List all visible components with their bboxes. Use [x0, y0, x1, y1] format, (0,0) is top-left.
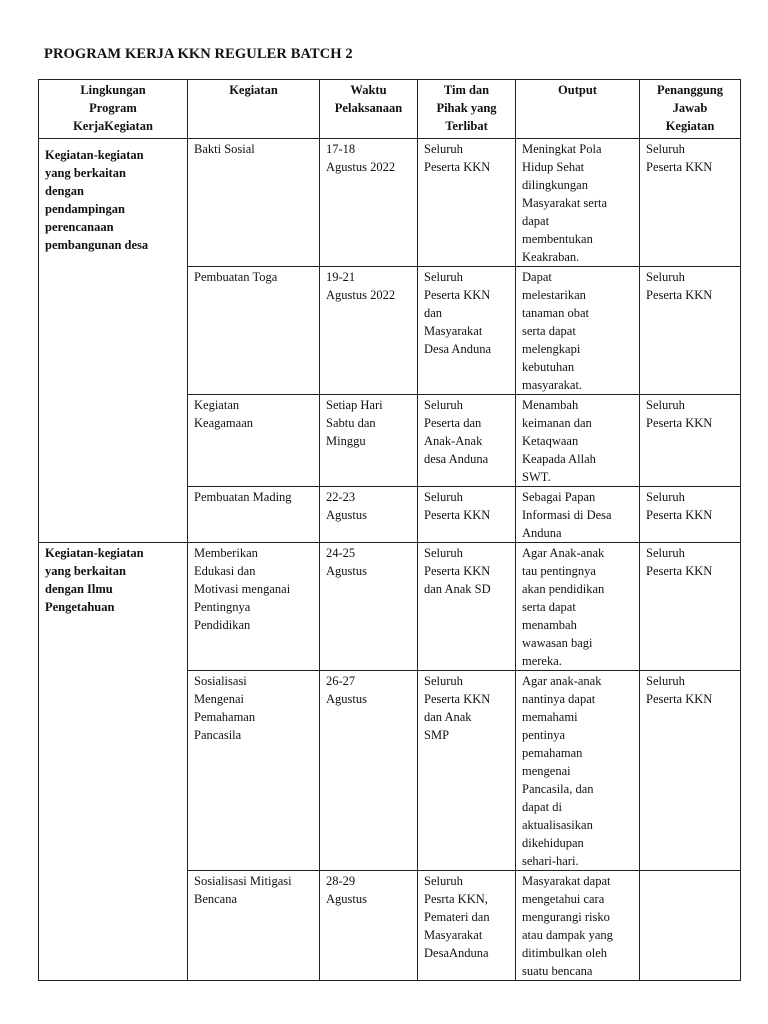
activity-cell: Pembuatan Mading [188, 487, 320, 543]
output-cell: Masyarakat dapat mengetahui cara mengurangi risko atau dampak yang ditimbulkan oleh suatu bencana [516, 871, 640, 981]
responsible-cell: Seluruh Peserta KKN [640, 543, 741, 671]
output-cell: Agar Anak-anak tau pentingnya akan pendidikan serta dapat menambah wawasan bagi mereka. [516, 543, 640, 671]
environment-cell: Kegiatan-kegiatan yang berkaitan dengan Ilmu Pengetahuan [39, 543, 188, 981]
responsible-cell: Seluruh Peserta KKN [640, 139, 741, 267]
output-cell: Dapat melestarikan tanaman obat serta dapat melengkapi kebutuhan masyarakat. [516, 267, 640, 395]
activity-cell: Memberikan Edukasi dan Motivasi menganai Pentingnya Pendidikan [188, 543, 320, 671]
time-cell: 17-18 Agustus 2022 [320, 139, 418, 267]
document-title: PROGRAM KERJA KKN REGULER BATCH 2 [44, 46, 353, 62]
responsible-cell: Seluruh Peserta KKN [640, 395, 741, 487]
responsible-cell: Seluruh Peserta KKN [640, 267, 741, 395]
time-cell: 28-29 Agustus [320, 871, 418, 981]
header-team: Tim dan Pihak yang Terlibat [418, 80, 516, 139]
activity-cell: Pembuatan Toga [188, 267, 320, 395]
table-row [39, 139, 741, 267]
header-activity: Kegiatan [188, 80, 320, 139]
responsible-cell: Seluruh Peserta KKN [640, 487, 741, 543]
output-cell: Agar anak-anak nantinya dapat memahami pentinya pemahaman mengenai Pancasila, dan dapat di aktualisasikan dikehidupan sehari-hari. [516, 671, 640, 871]
time-cell: 19-21 Agustus 2022 [320, 267, 418, 395]
team-cell: Seluruh Peserta KKN dan Anak SMP [418, 671, 516, 871]
table-row [39, 543, 741, 671]
team-cell: Seluruh Peserta dan Anak-Anak desa Anduna [418, 395, 516, 487]
team-cell: Seluruh Peserta KKN [418, 487, 516, 543]
header-environment: Lingkungan Program KerjaKegiatan [39, 80, 188, 139]
time-cell: Setiap Hari Sabtu dan Minggu [320, 395, 418, 487]
output-cell: Meningkat Pola Hidup Sehat dilingkungan Masyarakat serta dapat membentukan Keakraban. [516, 139, 640, 267]
activity-cell: Kegiatan Keagamaan [188, 395, 320, 487]
header-time: Waktu Pelaksanaan [320, 80, 418, 139]
team-cell: Seluruh Peserta KKN dan Masyarakat Desa Anduna [418, 267, 516, 395]
team-cell: Seluruh Pesrta KKN, Pemateri dan Masyarakat DesaAnduna [418, 871, 516, 981]
activity-cell: Sosialisasi Mitigasi Bencana [188, 871, 320, 981]
activity-cell: Sosialisasi Mengenai Pemahaman Pancasila [188, 671, 320, 871]
team-cell: Seluruh Peserta KKN [418, 139, 516, 267]
responsible-cell [640, 871, 741, 981]
header-responsible: Penanggung Jawab Kegiatan [640, 80, 741, 139]
time-cell: 24-25 Agustus [320, 543, 418, 671]
time-cell: 26-27 Agustus [320, 671, 418, 871]
header-output: Output [516, 80, 640, 139]
team-cell: Seluruh Peserta KKN dan Anak SD [418, 543, 516, 671]
program-table [38, 79, 741, 981]
output-cell: Menambah keimanan dan Ketaqwaan Keapada Allah SWT. [516, 395, 640, 487]
output-cell: Sebagai Papan Informasi di Desa Anduna [516, 487, 640, 543]
responsible-cell: Seluruh Peserta KKN [640, 671, 741, 871]
environment-cell: Kegiatan-kegiatan yang berkaitan dengan pendampingan perencanaan pembangunan desa [39, 139, 188, 543]
table-header-row [39, 80, 741, 139]
time-cell: 22-23 Agustus [320, 487, 418, 543]
activity-cell: Bakti Sosial [188, 139, 320, 267]
